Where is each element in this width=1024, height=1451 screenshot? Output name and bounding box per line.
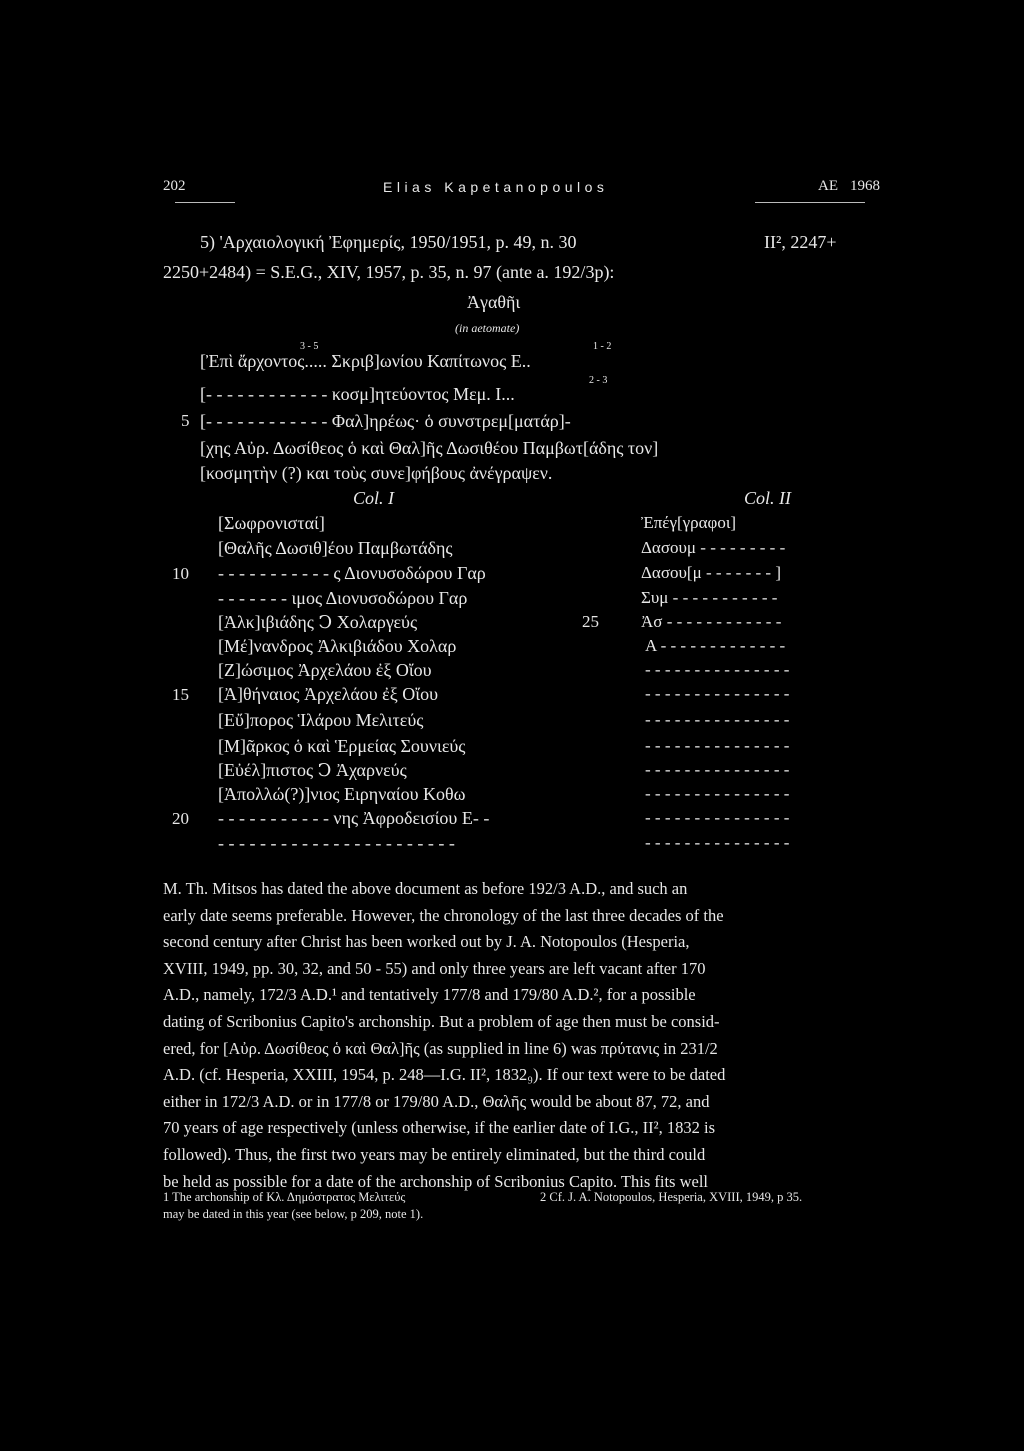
header-rule-right [755,202,865,203]
commentary-line: A.D., namely, 172/3 A.D.¹ and tentatively 177/8 and 179/80 A.D.², for a possible [163,985,696,1005]
footnote-2: 2 Cf. J. A. Notopoulos, Hesperia, XVIII, 1949, p 35. [540,1190,803,1204]
inscription-heading: Ἀγαθῆι [467,292,521,312]
commentary-line: second century after Christ has been worked out by J. A. Notopoulos (Hesperia, [163,932,690,952]
intro-line-1: 5) 'Αρχαιολογική Ἐφημερίς, 1950/1951, p. 49, n. 30 [200,232,577,252]
col1-entry-6: [Μέ]νανδρος Ἀλκιβιάδου Χολαρ [218,636,457,656]
col2-entry-2: Δασουμ - - - - - - - - - [641,538,786,557]
col1-entry-14: - - - - - - - - - - - - - - - - - - - - - - - [218,833,455,853]
commentary-line: ered, for [Αὐρ. Δωσίθεος ὁ καὶ Θαλ]ῆς (as supplied in line 6) was πρύτανις in 231/2 [163,1038,718,1058]
marker-2-3: 2 - 3 [589,375,608,386]
column-2-label: Col. II [744,488,791,508]
inscription-line-3: [- - - - - - - - - - - - Φαλ]ηρέως· ὁ συνστρεμ[ματάρ]- [200,411,571,431]
commentary-paragraph [163,876,876,1195]
commentary-line: M. Th. Mitsos has dated the above document as before 192/3 A.D., and such an [163,879,688,898]
col1-entry-1: [Σωφρονισταί] [218,513,325,533]
col2-entry-5: Ἀσ - - - - - - - - - - - - [641,612,782,631]
running-header-author: Elias Kapetanopoulos [383,179,609,195]
footnote-1-line-2: may be dated in this year (see below, p 209, note 1). [163,1207,424,1221]
col1-entry-8: [Ἀ]θήναιος Ἀρχελάου ἐξ Οἴου [218,684,438,704]
commentary-line: either in 172/3 A.D. or in 177/8 or 179/80 A.D., Θαλῆς would be about 87, 72, and [163,1091,710,1111]
line-number-15: 15 [172,685,189,704]
line-number-25: 25 [582,612,599,631]
intro-line-1-ref: II², 2247+ [764,232,837,252]
col1-entry-3: - - - - - - - - - - - ς Διονυσοδώρου Γαρ [218,563,486,583]
inscription-line-5: [κοσμητὴν (?) και τοὺς συνε]φήβους ἀνέγραψεν. [200,463,553,483]
col2-entry-14: - - - - - - - - - - - - - - - [645,833,790,852]
col1-entry-5: [Ἀλκ]ιβιάδης Ↄ Χολαργεύς [218,612,418,632]
col2-entry-7: - - - - - - - - - - - - - - - [645,660,790,679]
col2-entry-10: - - - - - - - - - - - - - - - [645,736,790,755]
intro-line-2: 2250+2484) = S.E.G., XIV, 1957, p. 35, n. 97 (ante a. 192/3p): [163,262,615,282]
line-number-5: 5 [181,411,190,430]
col2-entry-13: - - - - - - - - - - - - - - - [645,808,790,827]
column-1-label: Col. I [353,488,395,508]
commentary-line: be held as possible for a date of the archonship of Scribonius Capito. This fits well [163,1171,709,1191]
col2-entry-1: Ἐπέγ[γραφοι] [641,513,737,532]
col1-entry-9: [Εὔ]πορος Ἱλάρου Μελιτεύς [218,710,424,730]
col2-entry-12: - - - - - - - - - - - - - - - [645,784,790,803]
commentary-line: A.D. (cf. Hesperia, XXIII, 1954, p. 248—I.G. II², 1832₉). If our text were to be dated [163,1065,726,1085]
footnote-1-line-1: 1 The archonship of Κλ. Δημόστρατος Μελιτεύς [163,1190,406,1204]
col2-entry-6: Α - - - - - - - - - - - - - [645,636,786,655]
running-header-year: 1968 [850,178,880,194]
inscription-subheading: (in aetomate) [455,321,520,335]
col2-entry-11: - - - - - - - - - - - - - - - [645,760,790,779]
header-rule-left [175,202,235,203]
commentary-line: 70 years of age respectively (unless otherwise, if the earlier date of I.G., II², 1832 is [163,1118,716,1138]
col2-entry-4: Συμ - - - - - - - - - - - [641,588,778,607]
col1-entry-10: [Μ]ᾶρκος ὁ καὶ Ἑρμείας Σουνιεύς [218,736,466,756]
col1-entry-11: [Εὐέλ]πιστος Ↄ Ἀχαρνεύς [218,760,407,780]
col2-entry-8: - - - - - - - - - - - - - - - [645,684,790,703]
commentary-line: XVIII, 1949, pp. 30, 32, and 50 - 55) and only three years are left vacant after 170 [163,958,706,978]
col1-entry-7: [Ζ]ώσιμος Ἀρχελάου ἐξ Οἴου [218,660,432,680]
commentary-line: followed). Thus, the first two years may be entirely eliminated, but the third could [163,1144,706,1164]
col1-entry-2: [Θαλῆς Δωσιθ]έου Παμβωτάδης [218,538,453,558]
inscription-line-2: [- - - - - - - - - - - - κοσμ]ητεύοντος Μεμ. Ι... [200,384,515,404]
commentary-line: dating of Scribonius Capito's archonship. But a problem of age then must be consid- [163,1011,720,1031]
col1-entry-12: [Ἀπολλώ(?)]νιος Ειρηναίου Κοθω [218,784,466,804]
col1-entry-4: - - - - - - - ιμος Διονυσοδώρου Γαρ [218,588,468,608]
col2-entry-3: Δασου[μ - - - - - - - ] [641,563,781,582]
inscription-line-1: [Ἐπὶ ἄρχοντος..... Σκριβ]ωνίου Καπίτωνος Ε.. [200,351,531,371]
col2-entry-9: - - - - - - - - - - - - - - - [645,710,790,729]
inscription-line-4: [χης Αὐρ. Δωσίθεος ὁ καὶ Θαλ]ῆς Δωσιθέου Παμβωτ[άδης τον] [200,438,659,458]
marker-3-5: 3 - 5 [300,341,319,352]
page-number: 202 [163,178,186,194]
running-header-journal: ΑΕ [818,178,838,194]
line-number-20: 20 [172,809,189,828]
line-number-10: 10 [172,564,189,583]
marker-1-2: 1 - 2 [593,341,612,352]
commentary-line: early date seems preferable. However, the chronology of the last three decades of the [163,905,724,925]
col1-entry-13: - - - - - - - - - - - νης Ἀφροδεισίου Ε- - [218,808,490,828]
